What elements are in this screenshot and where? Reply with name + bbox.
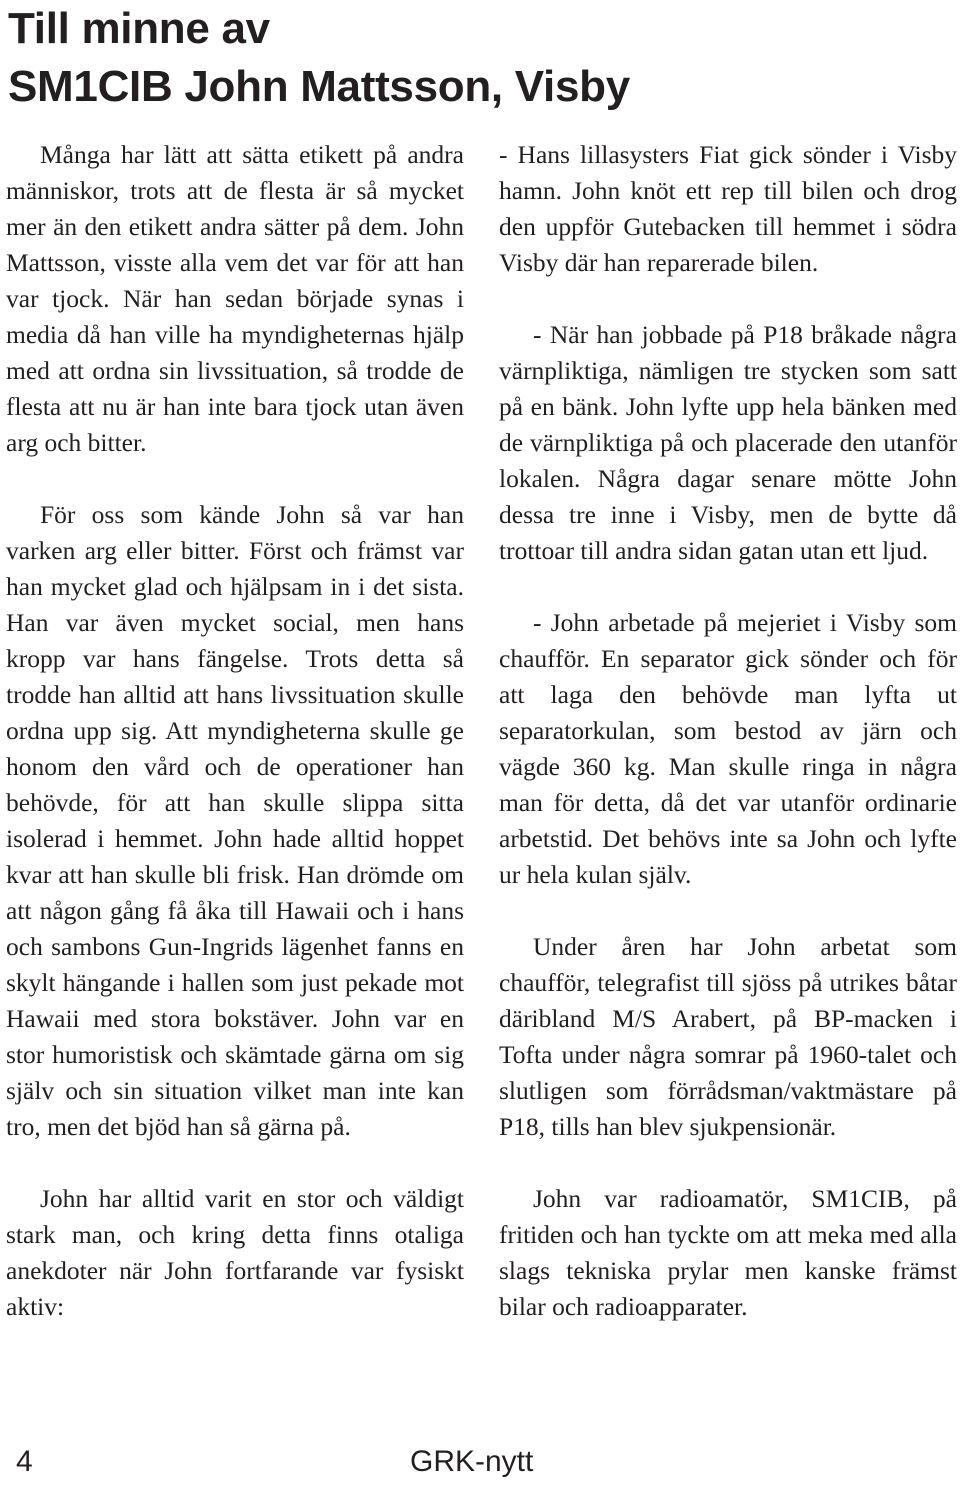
anecdote-paragraph: - Hans lillasysters Fiat gick sönder i Visby hamn. John knöt ett rep till bilen och drog den uppför Gutebacken till hemmet i södra Visby där han reparerade bilen. (499, 140, 957, 277)
paragraph: För oss som kände John så var han varken arg eller bitter. Först och främst var han mycket glad och hjälpsam in i det sista. Han var även mycket social, men hans kropp var hans fängelse. Trots detta så trodde han alltid att hans livssituation skulle ordna upp sig. Att myndigheterna skulle ge honom den vård och de operationer han behövde, för att han skulle slippa sitta isolerad i hemmet. John hade alltid hoppet kvar att han skulle bli frisk. Han drömde om att någon gång få åka till Hawaii och i hans och sambons Gun-Ingrids lägenhet fanns en skylt hängande i hallen som just pekade mot Hawaii med stora bokstäver. John var en stor humoristisk och skämtade gärna om sig själv och sin situation vilket man inte kan tro, men det bjöd han så gärna på. (6, 500, 464, 1141)
article-title-line-1: Till minne av (8, 4, 270, 53)
anecdote-paragraph: - John arbetade på mejeriet i Visby som chaufför. En separator gick sönder och för att laga den behövde man lyfta ut separatorkulan, som bestod av järn och vägde 360 kg. Man skulle ringa in några man för detta, då det var utanför ordinarie arbetstid. Det behövs inte sa John och lyfte ur hela kulan själv. (499, 608, 957, 889)
article-title-line-2: SM1CIB John Mattsson, Visby (8, 62, 630, 111)
paragraph: John har alltid varit en stor och väldigt stark man, och kring detta finns otaliga anekdoter när John fortfarande var fysiskt aktiv: (6, 1184, 464, 1321)
page-number: 4 (16, 1445, 33, 1478)
paragraph: John var radioamatör, SM1CIB, på fritiden och han tyckte om att meka med alla slags tekniska prylar men kanske främst bilar och radioapparater. (499, 1184, 957, 1321)
anecdote-paragraph: - När han jobbade på P18 bråkade några värnpliktiga, nämligen tre stycken som satt på en bänk. John lyfte upp hela bänken med de värnpliktiga på och placerade den utanför lokalen. Några dagar senare mötte John dessa tre inne i Visby, men de bytte då trottoar till andra sidan gatan utan ett ljud. (499, 320, 957, 565)
right-column (499, 137, 957, 1361)
article-title (8, 0, 630, 116)
paragraph: Många har lätt att sätta etikett på andra människor, trots att de flesta är så mycket mer än den etikett andra sätter på dem. John Mattsson, visste alla vem det var för att han var tjock. När han sedan började synas i media då han ville ha myndigheternas hjälp med att ordna sin livssituation, så trodde de flesta att nu är han inte bara tjock utan även arg och bitter. (6, 140, 464, 457)
publication-name: GRK-nytt (410, 1445, 534, 1478)
left-column (6, 137, 464, 1361)
paragraph: Under åren har John arbetat som chaufför, telegrafist till sjöss på utrikes båtar däribland M/S Arabert, på BP-macken i Tofta under några somrar på 1960-talet och slutligen som förrådsman/vaktmästare på P18, tills han blev sjukpensionär. (499, 932, 957, 1141)
